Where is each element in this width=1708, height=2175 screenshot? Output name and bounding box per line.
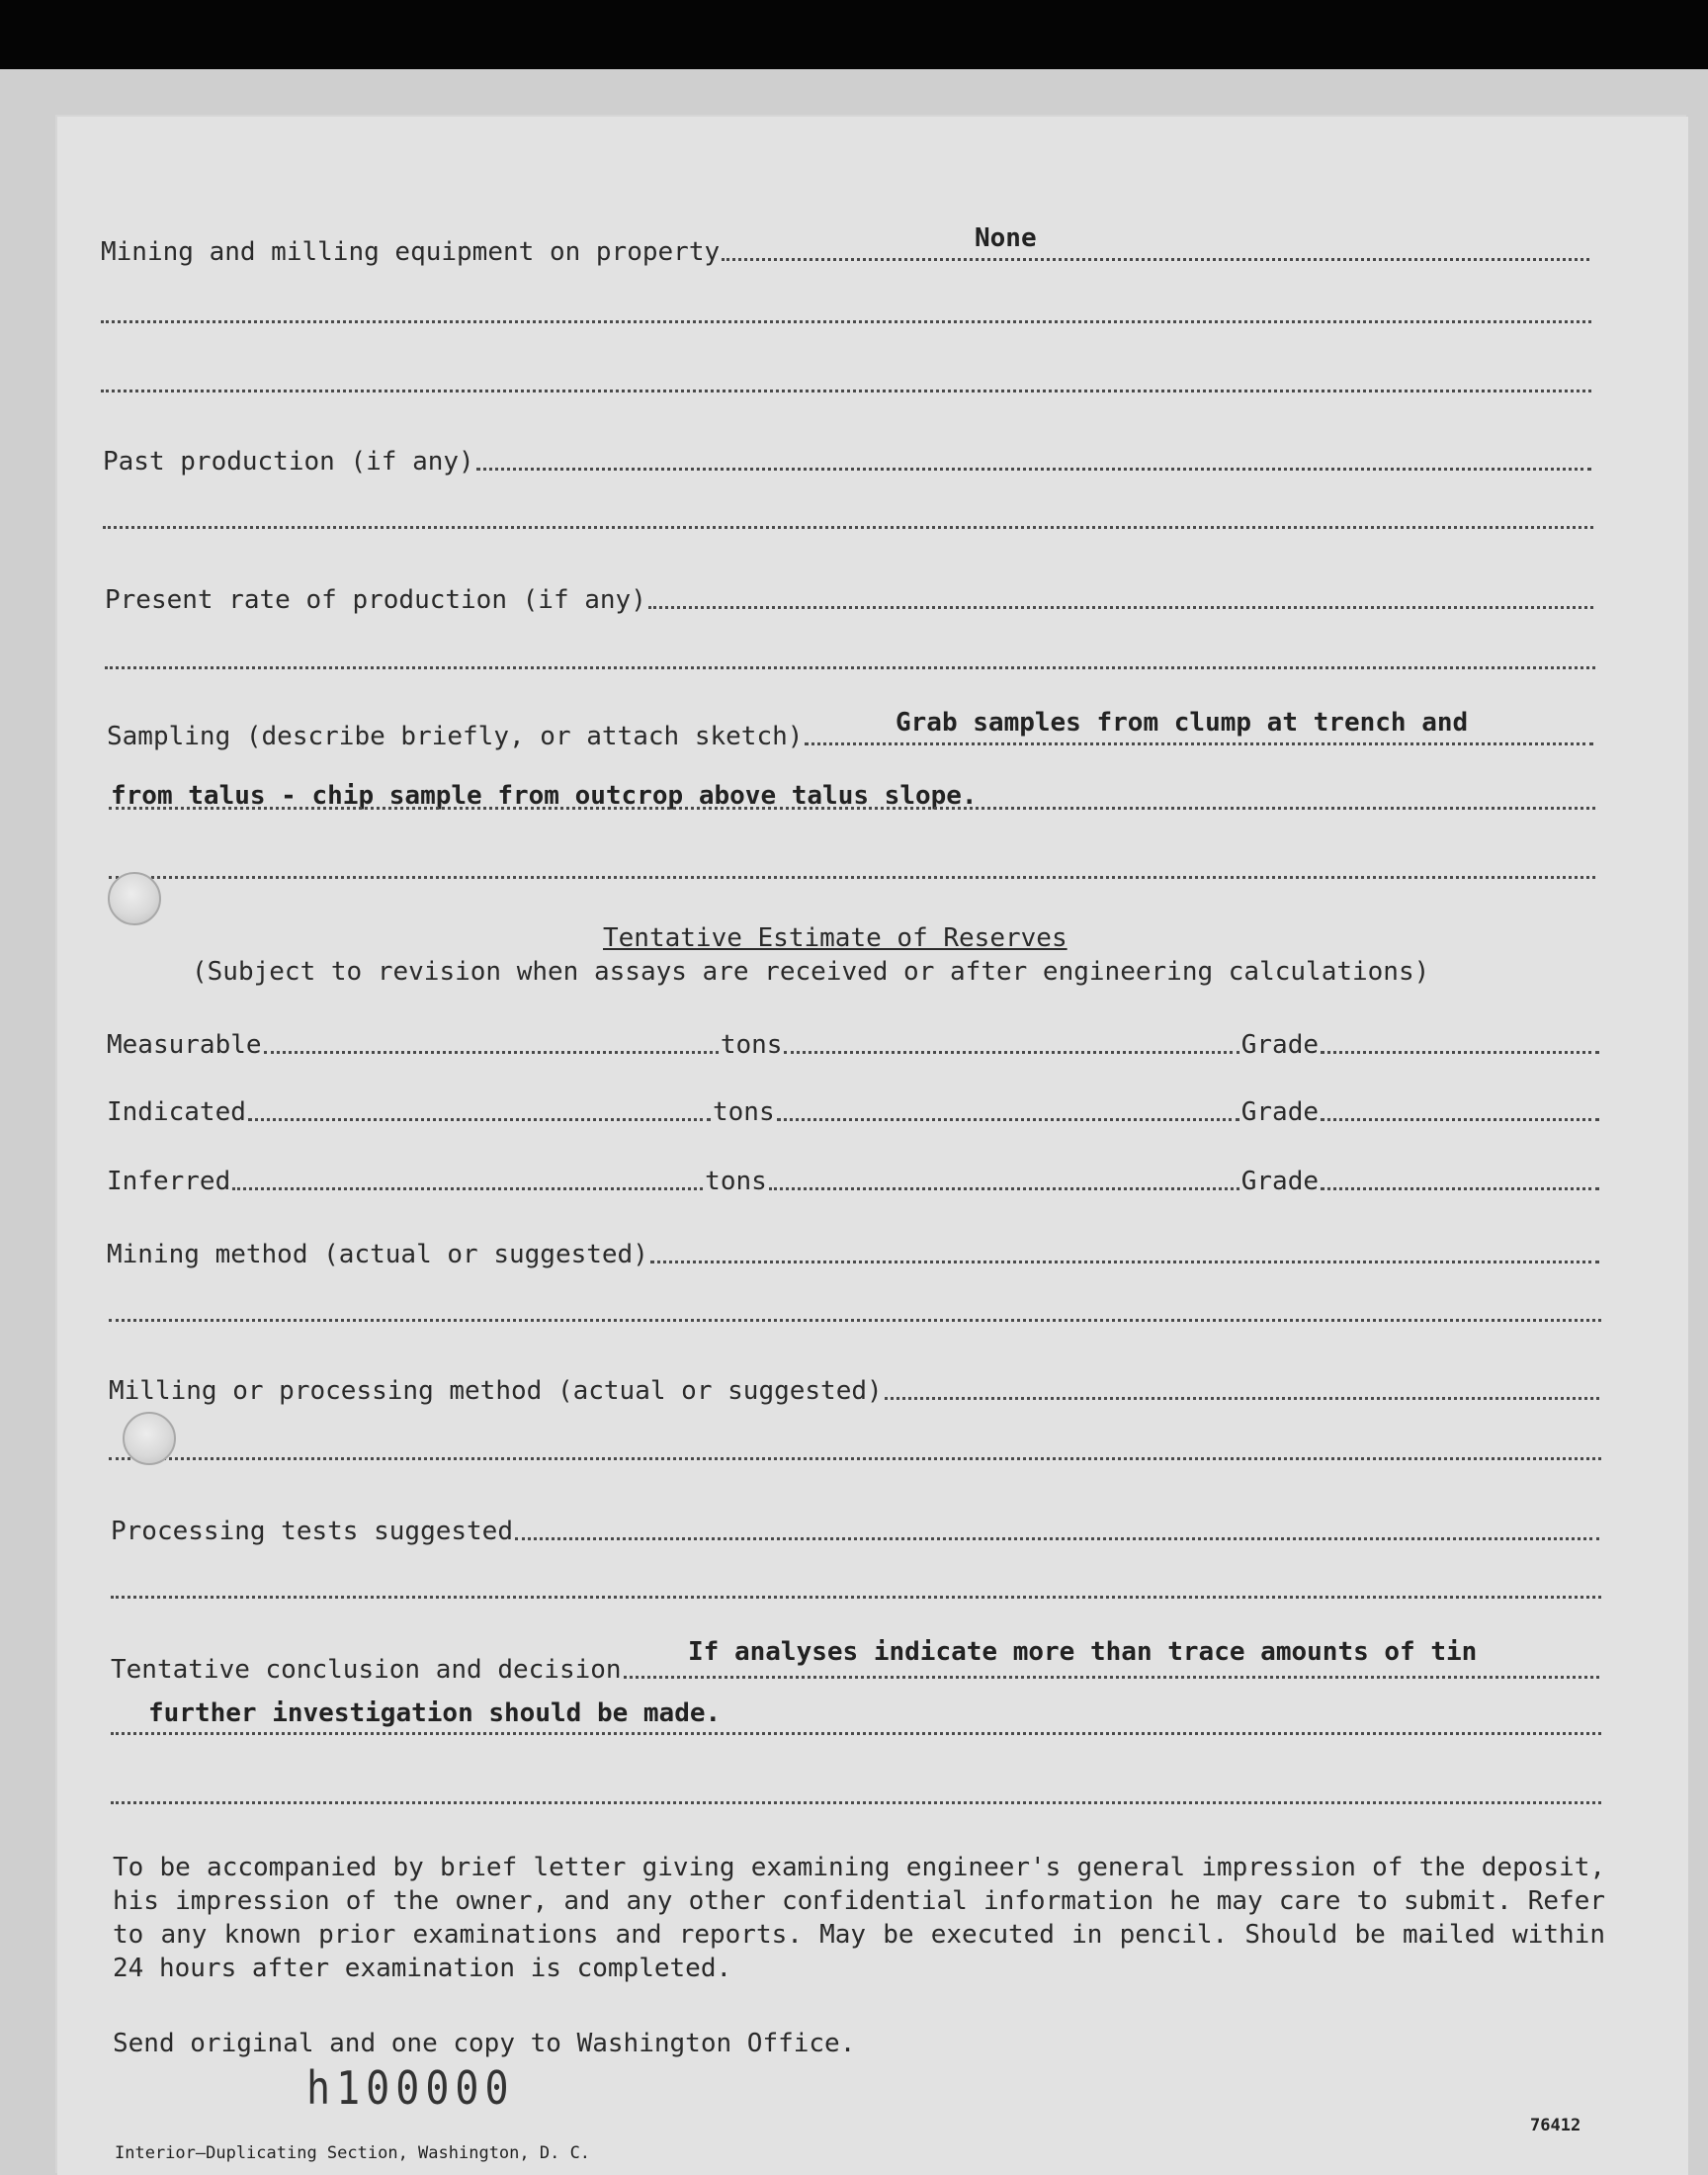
conclusion-label: Tentative conclusion and decision <box>111 1655 622 1685</box>
reserves-row-label: Measurable <box>107 1030 262 1060</box>
dotted-line <box>885 1397 1599 1400</box>
dotted-line <box>232 1187 703 1190</box>
dotted-line <box>805 742 1593 745</box>
reserves-row-label: Inferred <box>107 1167 231 1196</box>
tons-label: tons <box>713 1097 775 1127</box>
tons-label: tons <box>720 1030 783 1060</box>
blank-line <box>111 1732 1601 1735</box>
blank-line <box>109 876 1595 879</box>
grade-label: Grade <box>1240 1030 1320 1060</box>
blank-line <box>109 807 1595 810</box>
reserves-row-measurable <box>107 1026 1601 1060</box>
mining-method-row <box>107 1236 1601 1269</box>
grade-label: Grade <box>1240 1097 1320 1127</box>
dotted-line <box>264 1051 719 1054</box>
tons-label: tons <box>705 1167 767 1196</box>
dotted-line <box>1321 1051 1599 1054</box>
present-rate-label: Present rate of production (if any) <box>105 585 646 615</box>
mining-method-label: Mining method (actual or suggested) <box>107 1240 648 1269</box>
dotted-line <box>777 1118 1239 1121</box>
blank-line <box>109 1319 1601 1322</box>
conclusion-value-line1: If analyses indicate more than trace amounts of tin <box>688 1637 1478 1667</box>
sampling-label: Sampling (describe briefly, or attach sketch) <box>107 722 804 751</box>
past-production-label: Past production (if any) <box>103 447 474 477</box>
reserves-title: Tentative Estimate of Reserves <box>603 923 1068 953</box>
instructions-paragraph: To be accompanied by brief letter giving examining engineer's general impression of the deposit, his impression of the owner, and any other confidential information he may care to submit. Refer to any known prior examinations and reports. May be executed in pencil. Should be mailed within 24 hours after examination is completed. <box>113 1853 1605 1983</box>
dotted-line <box>722 258 1589 261</box>
dotted-line <box>1321 1187 1599 1190</box>
punch-hole <box>123 1412 176 1465</box>
present-rate-row <box>105 581 1595 615</box>
dotted-line <box>515 1537 1599 1540</box>
blank-line <box>111 1801 1601 1804</box>
grade-label: Grade <box>1240 1167 1320 1196</box>
milling-method-label: Milling or processing method (actual or suggested) <box>109 1376 883 1406</box>
conclusion-value-line2: further investigation should be made. <box>148 1698 722 1728</box>
blank-line <box>105 666 1595 669</box>
dotted-line <box>624 1676 1599 1679</box>
blank-line <box>103 526 1593 529</box>
reserves-subtitle: (Subject to revision when assays are received or after engineering calculations) <box>192 957 1430 987</box>
blank-line <box>101 390 1591 392</box>
milling-method-row <box>109 1372 1601 1406</box>
blank-line <box>109 1457 1601 1460</box>
dotted-line <box>648 606 1593 609</box>
sampling-value-line1: Grab samples from clump at trench and <box>896 708 1469 738</box>
past-production-row <box>103 443 1593 477</box>
dotted-line <box>248 1118 711 1121</box>
dotted-line <box>1321 1118 1599 1121</box>
reserves-row-indicated <box>107 1093 1601 1127</box>
dotted-line <box>650 1261 1599 1263</box>
dotted-line <box>769 1187 1239 1190</box>
dotted-line <box>784 1051 1238 1054</box>
reserves-row-label: Indicated <box>107 1097 246 1127</box>
mining-equipment-label: Mining and milling equipment on property <box>101 237 721 267</box>
send-instructions: Send original and one copy to Washington Office. <box>113 2029 856 2058</box>
scan-top-border <box>0 0 1708 69</box>
stamp-number: h100000 <box>306 2062 515 2116</box>
blank-line <box>111 1596 1601 1599</box>
form-number: 76412 <box>1530 2116 1581 2135</box>
mining-equipment-row <box>101 233 1591 267</box>
dotted-line <box>476 468 1591 471</box>
reserves-row-inferred <box>107 1163 1601 1196</box>
punch-hole <box>108 872 161 925</box>
blank-line <box>101 320 1591 323</box>
mining-equipment-value: None <box>975 223 1037 253</box>
processing-tests-label: Processing tests suggested <box>111 1517 513 1546</box>
footer-print-line: Interior—Duplicating Section, Washington, D. C. <box>115 2143 591 2163</box>
processing-tests-row <box>111 1513 1601 1546</box>
sampling-value-line2: from talus - chip sample from outcrop above talus slope. <box>111 781 978 811</box>
